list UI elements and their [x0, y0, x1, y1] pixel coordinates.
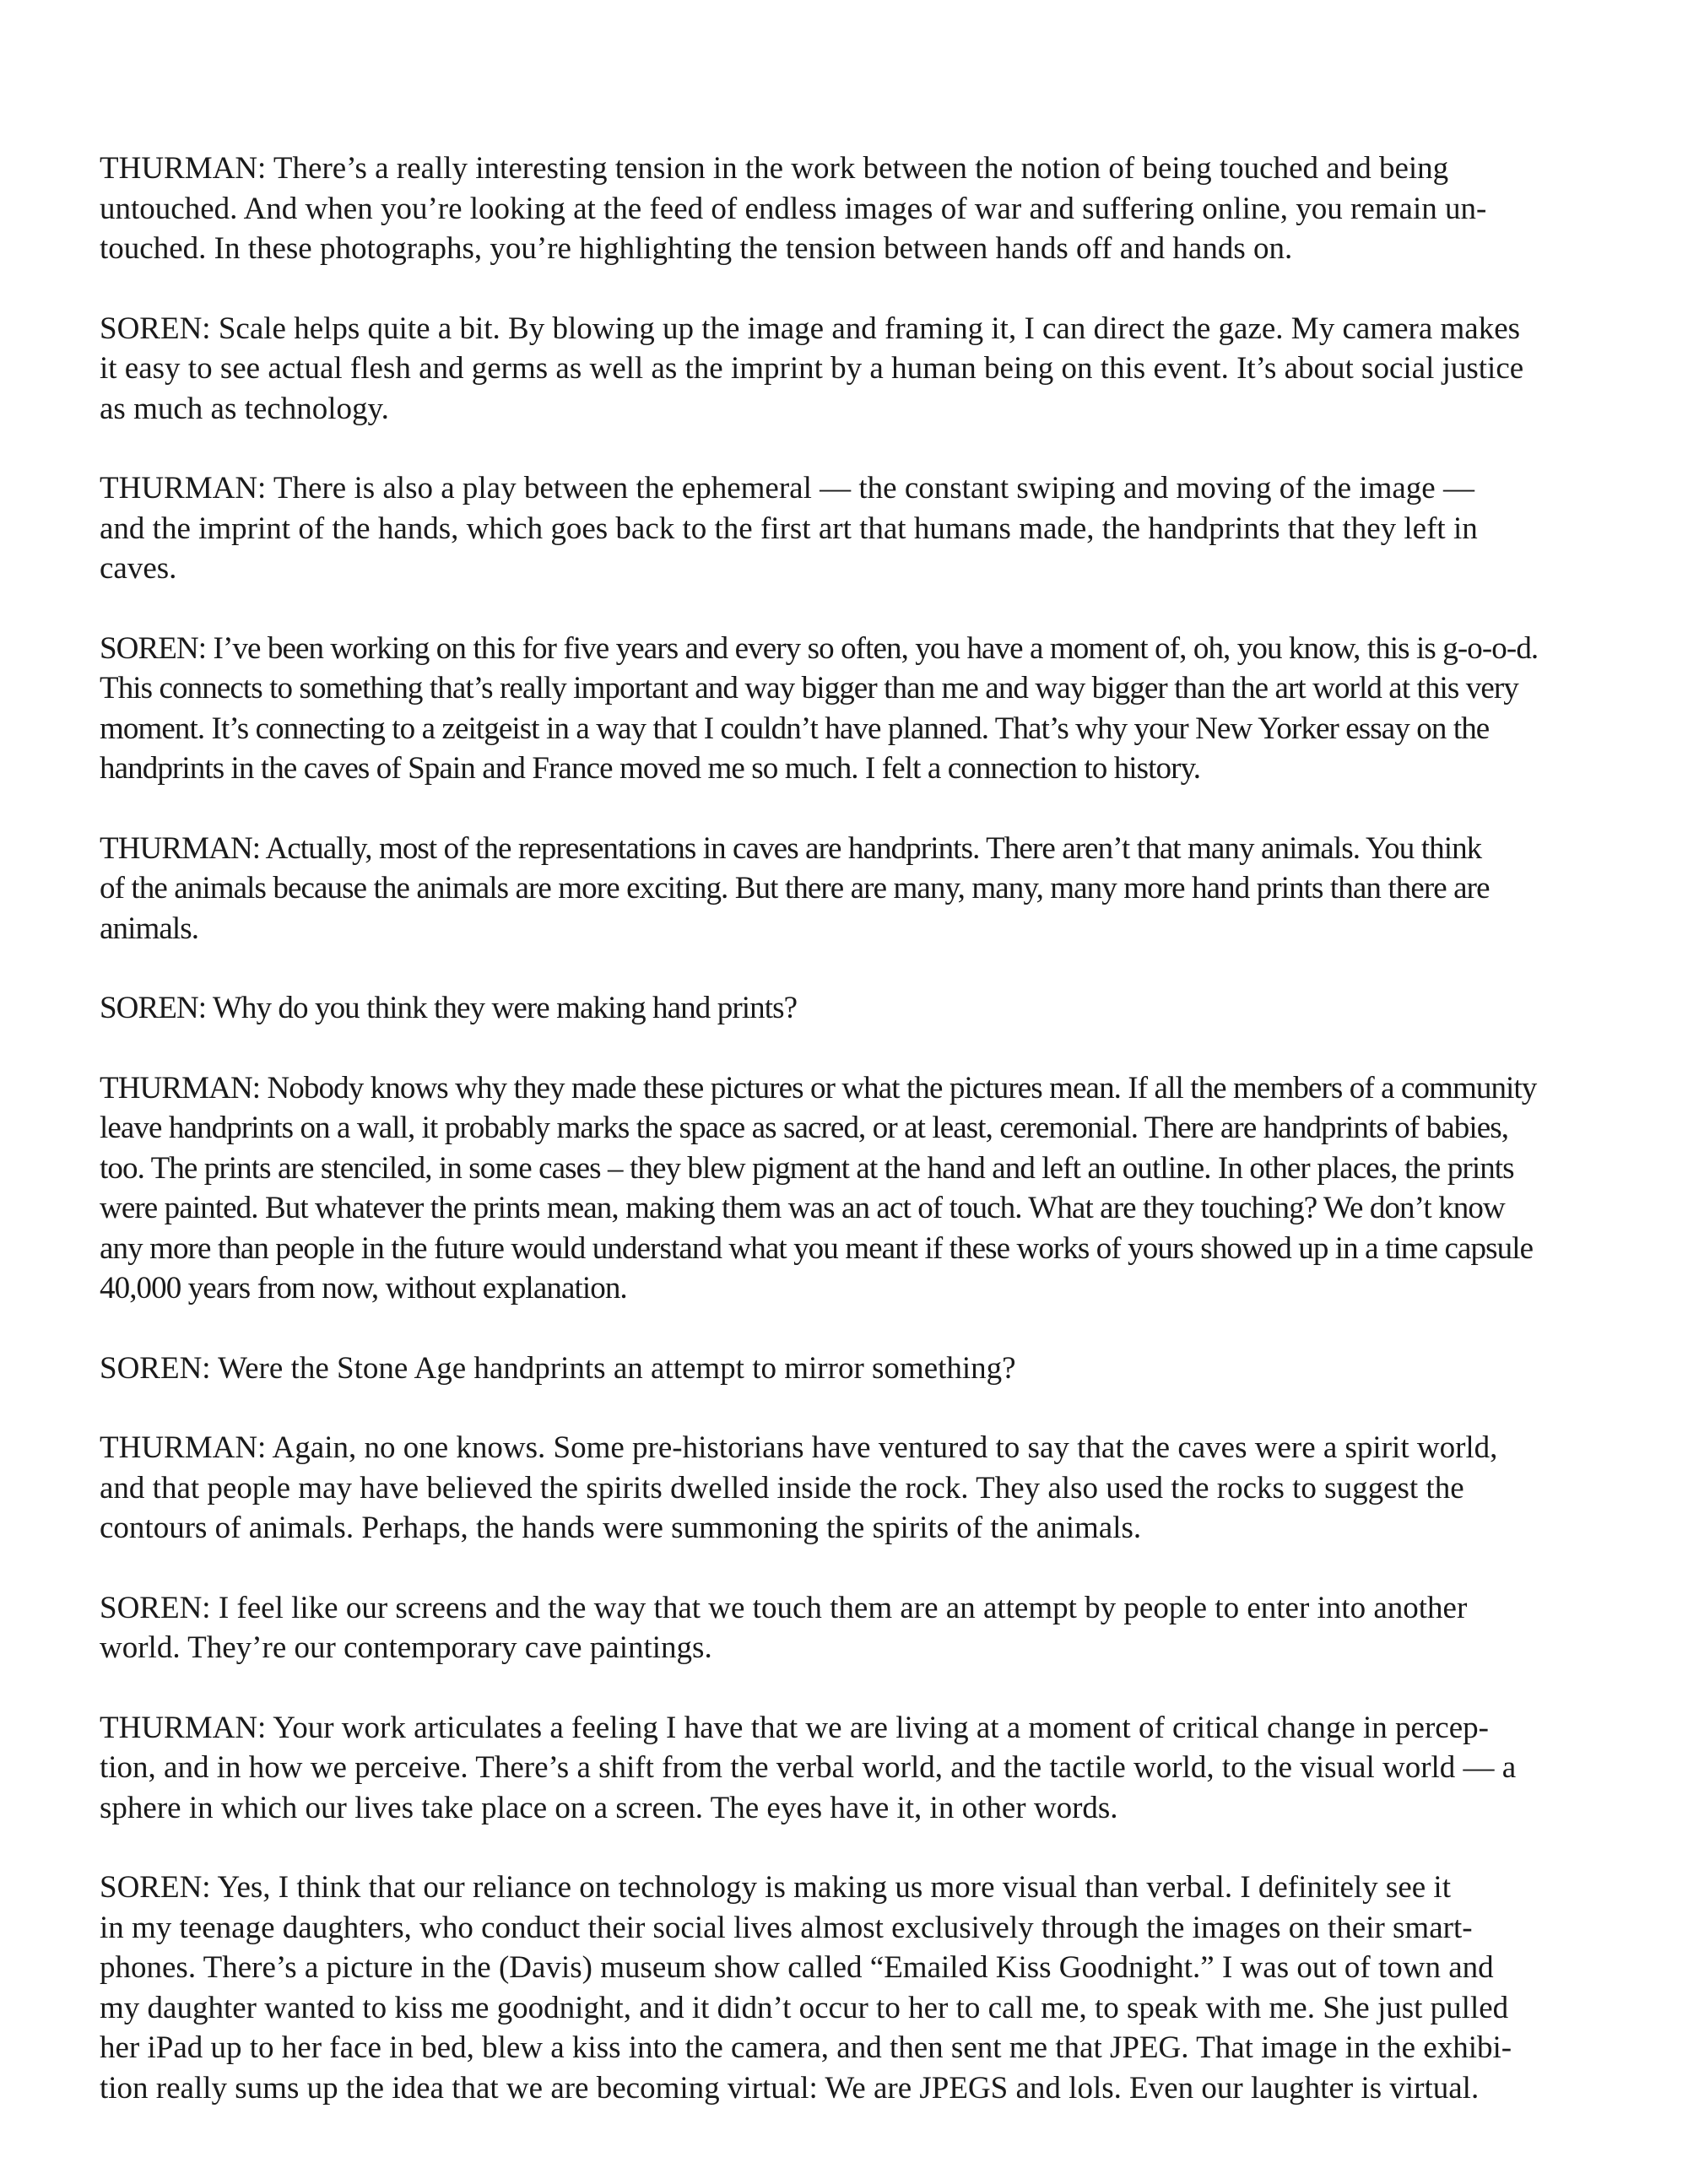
text-line: SOREN: Scale helps quite a bit. By blowing up the image and framing it, I can direct the gaze. My camera makes	[100, 311, 1521, 346]
text-line: THURMAN: Actually, most of the representations in caves are handprints. There aren’t that many animals. You think	[100, 830, 1482, 866]
paragraph-soren-2	[100, 629, 1602, 789]
text-line: tion, and in how we perceive. There’s a shift from the verbal world, and the tactile world, to the visual world — a	[100, 1750, 1517, 1785]
paragraph-soren-5	[100, 1588, 1602, 1668]
text-line: animals.	[100, 911, 199, 946]
text-line: 40,000 years from now, without explanation.	[100, 1271, 627, 1306]
text-line: in my teenage daughters, who conduct their social lives almost exclusively through the images on their smart-	[100, 1910, 1473, 1945]
text-line: as much as technology.	[100, 391, 389, 426]
text-line: it easy to see actual flesh and germs as well as the imprint by a human being on this event. It’s about social justice	[100, 351, 1524, 386]
paragraph-soren-6	[100, 1868, 1602, 2108]
text-line: SOREN: I’ve been working on this for five years and every so often, you have a moment of, oh, you know, this is g-o-o-d.	[100, 630, 1539, 666]
text-line: and that people may have believed the spirits dwelled inside the rock. They also used the rocks to suggest the	[100, 1470, 1464, 1506]
paragraph-soren-4	[100, 1349, 1602, 1389]
text-line: contours of animals. Perhaps, the hands were summoning the spirits of the animals.	[100, 1511, 1142, 1545]
text-line: untouched. And when you’re looking at the feed of endless images of war and suffering online, you remain un-	[100, 191, 1487, 226]
text-line: any more than people in the future would understand what you meant if these works of yours showed up in a time capsule	[100, 1230, 1534, 1266]
text-line: THURMAN: There is also a play between the ephemeral — the constant swiping and moving of the image —	[100, 471, 1474, 505]
text-line: THURMAN: Again, no one knows. Some pre-historians have ventured to say that the caves were a spirit world,	[100, 1430, 1498, 1465]
text-line: THURMAN: Nobody knows why they made these pictures or what the pictures mean. If all the members of a community	[100, 1070, 1537, 1106]
text-line: SOREN: Yes, I think that our reliance on technology is making us more visual than verbal. I definitely see it	[100, 1870, 1451, 1905]
text-line: THURMAN: Your work articulates a feeling I have that we are living at a moment of critical change in percep-	[100, 1710, 1489, 1745]
text-line: of the animals because the animals are more exciting. But there are many, many, many more hand prints than there are	[100, 871, 1490, 905]
text-line: were painted. But whatever the prints mean, making them was an act of touch. What are they touching? We don’t know	[100, 1191, 1505, 1225]
text-line: leave handprints on a wall, it probably marks the space as sacred, or at least, ceremonial. There are handprints of babies,	[100, 1111, 1509, 1145]
paragraph-thurman-2	[100, 468, 1602, 589]
text-line: phones. There’s a picture in the (Davis) museum show called “Emailed Kiss Goodnight.” I was out of town and	[100, 1950, 1494, 1985]
text-line: tion really sums up the idea that we are becoming virtual: We are JPEGS and lols. Even our laughter is virtual.	[100, 2070, 1480, 2106]
text-line: SOREN: I feel like our screens and the way that we touch them are an attempt by people to enter into another	[100, 1590, 1468, 1625]
interview-text	[100, 149, 1602, 2148]
text-line: This connects to something that’s really important and way bigger than me and way bigger than the art world at this very	[100, 671, 1518, 705]
text-line: handprints in the caves of Spain and France moved me so much. I felt a connection to history.	[100, 751, 1201, 786]
paragraph-soren-1	[100, 309, 1602, 430]
text-line: my daughter wanted to kiss me goodnight, and it didn’t occur to her to call me, to speak with me. She just pulled	[100, 1990, 1509, 2025]
text-line: SOREN: Were the Stone Age handprints an attempt to mirror something?	[100, 1350, 1016, 1386]
paragraph-thurman-3	[100, 829, 1602, 949]
text-line: world. They’re our contemporary cave paintings.	[100, 1630, 712, 1665]
paragraph-thurman-6	[100, 1708, 1602, 1829]
text-line: moment. It’s connecting to a zeitgeist in a way that I couldn’t have planned. That’s why your New Yorker essay on the	[100, 711, 1490, 746]
text-line: her iPad up to her face in bed, blew a kiss into the camera, and then sent me that JPEG. That image in the exhibi-	[100, 2030, 1512, 2065]
text-line: touched. In these photographs, you’re highlighting the tension between hands off and hands on.	[100, 231, 1293, 266]
text-line: and the imprint of the hands, which goes back to the first art that humans made, the handprints that they left in	[100, 511, 1478, 546]
text-line: too. The prints are stenciled, in some cases – they blew pigment at the hand and left an outline. In other places, the prints	[100, 1150, 1514, 1186]
text-line: caves.	[100, 551, 177, 586]
paragraph-thurman-4	[100, 1068, 1602, 1309]
text-line: sphere in which our lives take place on a screen. The eyes have it, in other words.	[100, 1790, 1118, 1825]
paragraph-soren-3	[100, 988, 1602, 1029]
text-line: THURMAN: There’s a really interesting tension in the work between the notion of being touched and being	[100, 151, 1449, 186]
paragraph-thurman-5	[100, 1428, 1602, 1549]
text-line: SOREN: Why do you think they were making hand prints?	[100, 991, 798, 1025]
paragraph-thurman-1	[100, 149, 1602, 269]
